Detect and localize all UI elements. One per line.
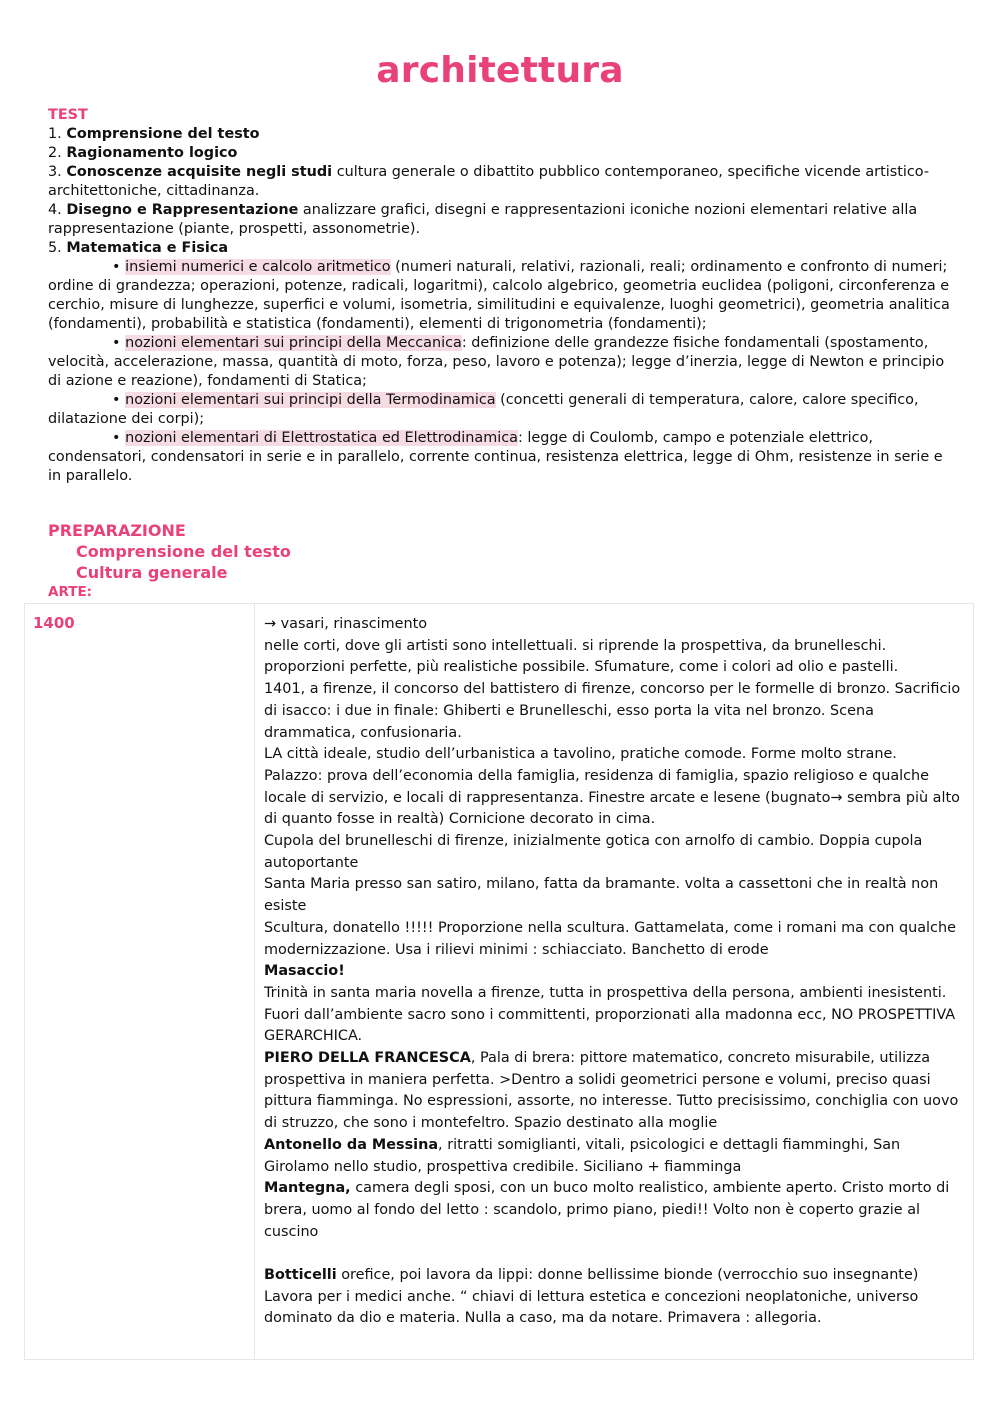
bullet-icon: • [112, 335, 126, 351]
note-paragraph: Mantegna, camera degli sposi, con un buco molto realistico, ambiente aperto. Cristo morto di brera, uomo al fondo del letto : scandolo, primo piano, piedi!! Volto non è coperto grazie al cuscino [264, 1180, 950, 1240]
bullet-math: • insiemi numerici e calcolo aritmetico (numeri naturali, relativi, razionali, reali; ordinamento e confronto di numeri; ordine di grandezza; operazioni, potenze, radicali, logaritmi), calcolo algebrico, geometria euclidea (poligoni, circonferenza e cerchio, misure di lunghezze, superfici e volumi, isometria, similitudini e equivalenze, luoghi geometrici), geometria analitica (fondamenti), probabilità e statistica (fondamenti), elementi di trigonometria (fondamenti); [48, 259, 950, 332]
note-paragraph: LA città ideale, studio dell’urbanistica a tavolino, pratiche comode. Forme molto strane. [264, 746, 897, 763]
prep-sub-cultura: Cultura generale [76, 563, 228, 582]
prep-sub-comprensione: Comprensione del testo [76, 542, 291, 561]
bullet-electro: • nozioni elementari di Elettrostatica ed Elettrodinamica: legge di Coulomb, campo e potenziale elettrico, condensatori, condensatori in serie e in parallelo, corrente continua, resistenza elettrica, legge di Ohm, resistenze in serie e in parallelo. [48, 430, 943, 484]
test-item-1: 1. Comprensione del testo [48, 126, 260, 142]
test-item-5: 5. Matematica e Fisica [48, 240, 229, 256]
bullet-icon: • [112, 392, 126, 408]
bullet-icon: • [112, 430, 126, 446]
column-divider [254, 604, 255, 1359]
bullet-thermodynamics: • nozioni elementari sui principi della Termodinamica (concetti generali di temperatura, calore, calore specifico, dilatazione dei corpi); [48, 392, 919, 427]
note-paragraph: Cupola del brunelleschi di firenze, inizialmente gotica con arnolfo di cambio. Doppia cupola autoportante [264, 833, 923, 871]
test-item-2: 2. Ragionamento logico [48, 145, 238, 161]
note-paragraph: Trinità in santa maria novella a firenze, tutta in prospettiva della persona, ambienti inesistenti. Fuori dall’ambiente sacro sono i committenti, proporzionati alla madonna ecc, NO PROSPETTIVA GERARCHICA. [264, 984, 956, 1045]
note-paragraph: PIERO DELLA FRANCESCA, Pala di brera: pittore matematico, concreto misurabile, utilizza prospettiva in maniera perfetta. >Dentro a solidi geometrici persone e volumi, preciso quasi pittura fiamminga. No espressioni, assorte, no interesse. Tutto precisissimo, conchiglia con uovo di struzzo, che sono i montefeltro. Spazio destinato alla moglie [264, 1050, 959, 1132]
test-section [48, 106, 958, 486]
notes-cell [264, 614, 966, 1330]
year-cell: 1400 [33, 614, 75, 632]
test-item-3: 3. Conoscenze acquisite negli studi cultura generale o dibattito pubblico contemporaneo, specifiche vicende artistico-architettoniche, cittadinanza. [48, 164, 930, 199]
bullet-mechanics: • nozioni elementari sui principi della Meccanica: definizione delle grandezze fisiche fondamentali (spostamento, velocità, accelerazione, massa, quantità di moto, forza, peso, lavoro e potenza); legge d’inerzia, legge di Newton e principio di azione e reazione), fondamenti di Statica; [48, 335, 945, 389]
note-paragraph: Masaccio! [264, 963, 345, 980]
paragraph-gap [264, 1243, 966, 1265]
note-paragraph: Palazzo: prova dell’economia della famiglia, residenza di famiglia, spazio religioso e qualche locale di servizio, e locali di rappresentanza. Finestre arcate e lesene (bugnato→ sembra più alto di quanto fosse in realtà) Cornicione decorato in cima. [264, 767, 960, 828]
note-paragraph: Scultura, donatello !!!!! Proporzione nella scultura. Gattamelata, come i romani ma con qualche modernizzazione. Usa i rilievi minimi : schiacciato. Banchetto di erode [264, 919, 956, 958]
bullet-icon: • [112, 259, 126, 275]
test-item-4: 4. Disegno e Rappresentazione analizzare grafici, disegni e rappresentazioni iconiche nozioni elementari relative alla rappresentazione (piante, prospetti, assonometrie). [48, 202, 918, 237]
note-paragraph: Antonello da Messina, ritratti somiglianti, vitali, psicologici e dettagli fiamminghi, San Girolamo nello studio, prospettiva credibile. Siciliano + fiamminga [264, 1136, 901, 1175]
page-title: architettura [376, 50, 624, 91]
note-paragraph: → vasari, rinascimento [264, 616, 428, 632]
note-paragraph: 1401, a firenze, il concorso del battistero di firenze, concorso per le formelle di bronzo. Sacrificio di isacco: i due in finale: Ghiberti e Brunelleschi, esso porta la vita nel bronzo. Scena drammatica, confusionaria. [264, 681, 961, 741]
prep-heading: PREPARAZIONE [48, 521, 186, 540]
test-heading: TEST [48, 107, 88, 123]
arte-label: ARTE: [48, 584, 93, 600]
arte-table [24, 603, 974, 1360]
note-paragraph: Santa Maria presso san satiro, milano, fatta da bramante. volta a cassettoni che in realtà non esiste [264, 876, 939, 915]
note-paragraph: Botticelli orefice, poi lavora da lippi: donne bellissime bionde (verrocchio suo insegnante) Lavora per i medici anche. “ chiavi di lettura estetica e concezioni neoplatoniche, universo dominato da dio e materia. Nulla a caso, ma da notare. Primavera : allegoria. [264, 1267, 919, 1327]
note-paragraph: nelle corti, dove gli artisti sono intellettuali. si riprende la prospettiva, da brunelleschi. proporzioni perfette, più realistiche possibile. Sfumature, come i colori ad olio e pastelli. [264, 637, 899, 676]
prep-section [48, 520, 291, 602]
